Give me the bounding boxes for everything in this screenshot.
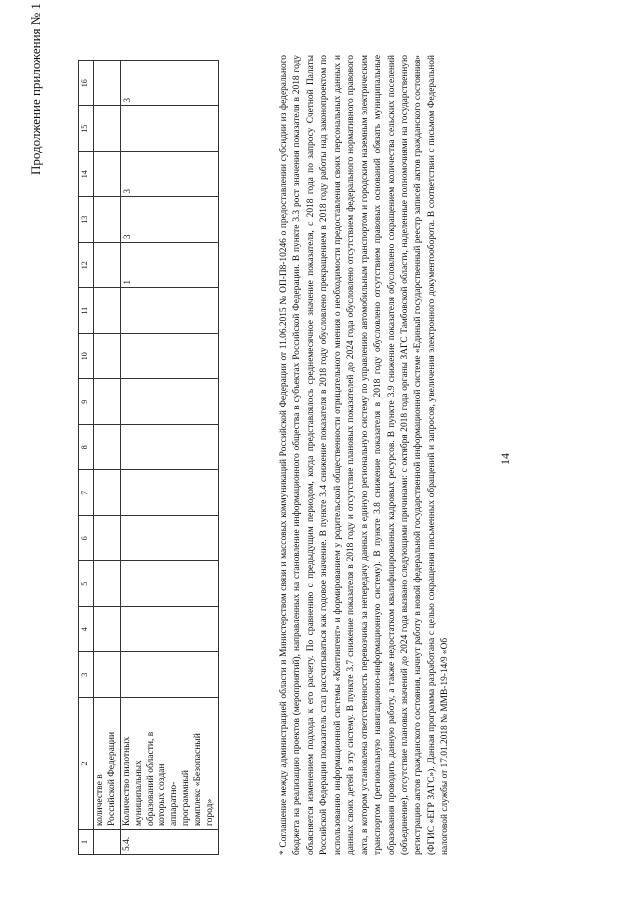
header-cell-9: 9 <box>79 379 94 425</box>
row2-label-line: Количество пилотных <box>121 736 132 826</box>
header-cell-14: 14 <box>79 152 94 198</box>
header-cell-4: 4 <box>79 607 94 653</box>
header-cell-6: 6 <box>79 516 94 562</box>
row2-num-cell: 5.4. <box>120 830 218 855</box>
row1-label-cell <box>94 698 121 830</box>
header-cell-13: 13 <box>79 197 94 243</box>
row2-label-line: образований области, в <box>145 731 156 826</box>
row2-label-line: которых создан <box>157 763 168 826</box>
table-row <box>94 61 121 855</box>
row2-col13-value: 3 <box>120 197 218 243</box>
row1-num-cell <box>94 830 121 855</box>
row2-label-line: программный <box>181 769 192 826</box>
row2-label-line: муниципальных <box>133 760 144 826</box>
row1-label-line: Российской Федерации <box>106 731 117 826</box>
header-cell-12: 12 <box>79 243 94 289</box>
footnote-text: * Соглашение между администрацией области и Министерством связи и массовых коммуникаций Российской Федерации от 11.06.2015 № ОП-П8-10246 о предоставлении субсидии из федерального бюджета на реализацию проектов (мероприятий), направленных на становление информационного общества в субъектах Российской Федерации. В пункте 3.3 рост значения показателя в 2018 году объясняется изменением подхода к его расчету. По сравнению с предыдущим периодом, когда представлялось среднемесячное значение показателя, с 2018 года по запросу Счетной Палаты Российской Федерации показатель стал рассчитываться как годовое значение. В пункте 3.4 снижение показателя в 2018 году обусловлено прекращением в 2018 году работы над законопроектом по использованию информационной системы «Контингент» и формированием у родительской общественности отрицательного мнения о необходимости предоставления своих персональных данных и данных своих детей в эту систему. В пункте 3.7 снижение показателя в 2018 году и отсутствие плановых показателей до 2024 года обусловлено отсутствием федерального нормативного правового акта, в котором установлена ответственность перевозчика за непередачу данных в единую региональную систему по управлению автомобильным транспортом и городским наземным электрическим транспортом (региональную навигационно-информационную систему). В пункте 3.8 снижение показателя в 2018 году обусловлено отсутствием правовых оснований обязать муниципальные образования проводить данную работу, а также недостатком квалифицированных кадровых ресурсов. В пункте 3.9 снижение показателя обусловлено сокращением количества сельских поселений (объединение), отсутствие плановых значений до 2024 года вызвано следующими причинами: с октября 2018 года органы ЗАГС Тамбовской области, наделенные полномочиями на государственную регистрацию актов гражданского состояния, начнут работу в новой федеральной государственной информационной системе «Единый государственный реестр записей актов гражданского состояния» (ФГИС «ЕГР ЗАГС»). Данная программа разработана с целью сокращения письменных обращений и запросов, увеличения электронного документооборота. В соответствии с письмом Федеральной налоговой службы от 17.01.2018 № ММВ-19-14/9 «Об <box>279 55 451 855</box>
continuation-label: Продолжение приложения № 1 <box>28 3 43 175</box>
header-cell-11: 11 <box>79 288 94 334</box>
header-cell-5: 5 <box>79 561 94 607</box>
row2-col14-value: 3 <box>120 152 218 198</box>
row2-label-line: город» <box>204 798 215 826</box>
row2-label-line: аппаратно- <box>169 781 180 826</box>
header-cell-2: 2 <box>79 698 94 830</box>
row2-col16-value: 3 <box>120 61 218 107</box>
header-cell-1: 1 <box>79 830 94 855</box>
header-cell-10: 10 <box>79 334 94 380</box>
header-cell-16: 16 <box>79 61 94 107</box>
row1-label-line: количестве в <box>95 774 105 826</box>
table-row <box>120 61 218 855</box>
table-header-row <box>79 61 94 855</box>
indicators-table <box>78 60 219 855</box>
header-cell-7: 7 <box>79 470 94 516</box>
header-cell-3: 3 <box>79 652 94 698</box>
row2-label-cell <box>120 698 218 830</box>
header-cell-8: 8 <box>79 425 94 471</box>
page-number: 14 <box>498 453 512 465</box>
header-cell-15: 15 <box>79 106 94 152</box>
row2-label-line: комплекс «Безопасный <box>193 733 203 826</box>
row2-col12-value: 1 <box>120 243 218 289</box>
